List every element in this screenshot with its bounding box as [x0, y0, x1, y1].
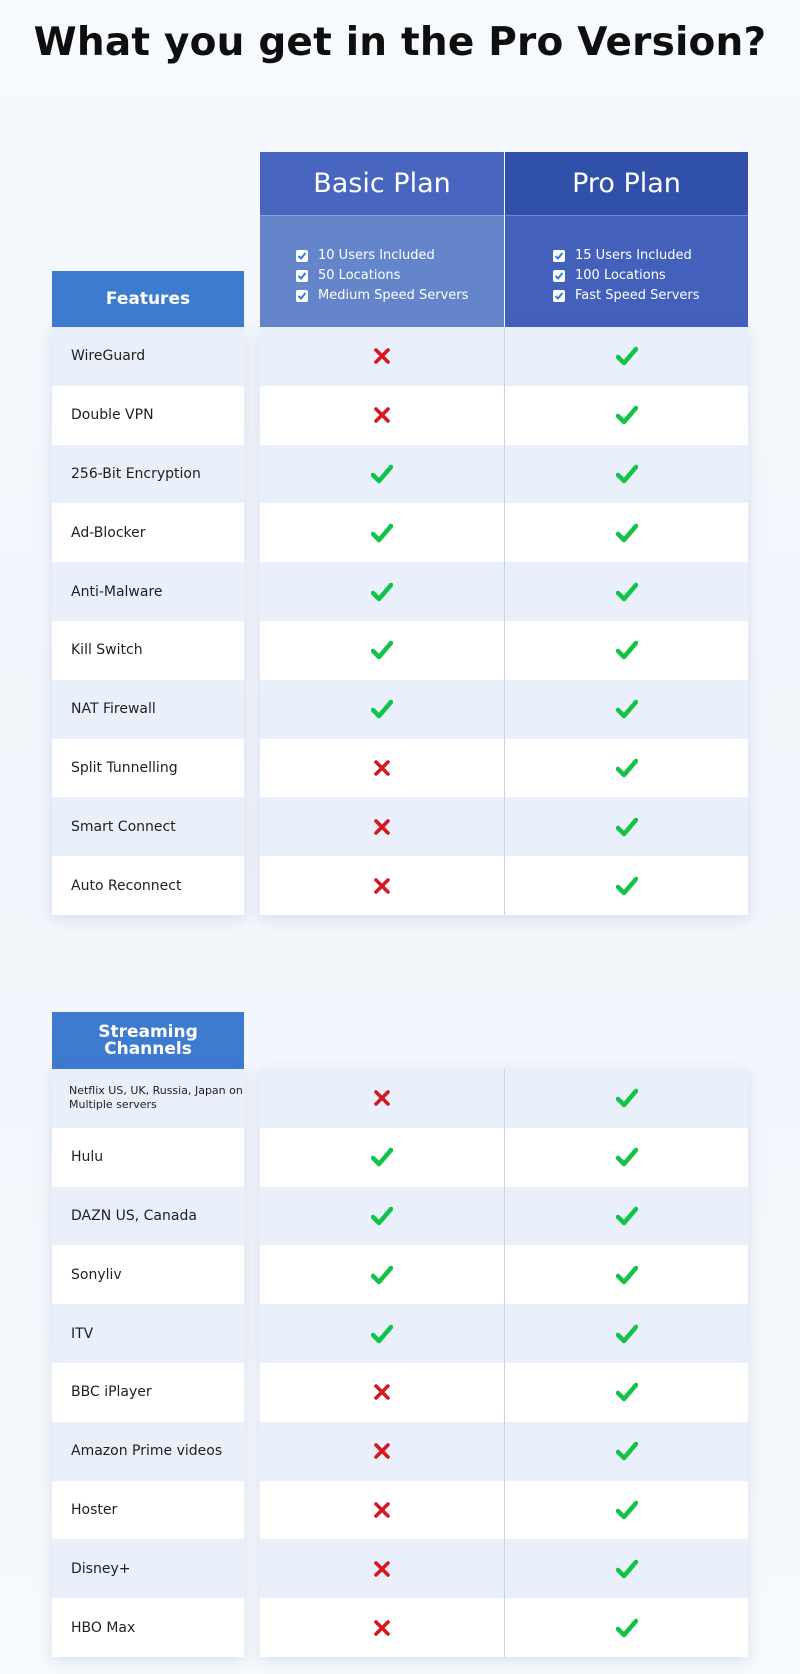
cross-icon: [371, 816, 393, 838]
plan-row: [260, 1481, 748, 1540]
features-header: Features: [52, 271, 244, 327]
basic-plan-bullet: 50 Locations: [296, 266, 504, 286]
plan-row: [260, 1128, 748, 1187]
pro-plan-cell: [504, 503, 748, 562]
basic-plan-cell: [260, 503, 504, 562]
streaming-plan-columns: [260, 1069, 748, 1657]
cross-icon: [371, 345, 393, 367]
features-name-column: [52, 327, 244, 915]
pro-plan-title: Pro Plan: [505, 152, 748, 215]
cross-icon: [371, 404, 393, 426]
pro-plan-cell: [504, 1245, 748, 1304]
check-icon: [616, 1146, 638, 1168]
pro-plan-cell: [504, 1422, 748, 1481]
plan-row: [260, 1539, 748, 1598]
pro-plan-header: [504, 152, 748, 327]
checkbox-icon: [296, 270, 308, 282]
check-icon: [616, 463, 638, 485]
plan-row: [260, 386, 748, 445]
pro-plan-cell: [504, 739, 748, 798]
check-icon: [371, 1146, 393, 1168]
plan-row: [260, 562, 748, 621]
cross-icon: [371, 1381, 393, 1403]
cross-icon: [371, 1440, 393, 1462]
check-icon: [616, 1264, 638, 1286]
feature-row-label: Split Tunnelling: [52, 739, 244, 798]
pro-plan-bullets: [505, 215, 748, 327]
check-icon: [371, 1205, 393, 1227]
pro-plan-cell: [504, 562, 748, 621]
basic-plan-cell: [260, 1422, 504, 1481]
pro-plan-cell: [504, 1069, 748, 1128]
pro-plan-cell: [504, 1481, 748, 1540]
plan-row: [260, 1069, 748, 1128]
plan-row: [260, 680, 748, 739]
basic-plan-cell: [260, 562, 504, 621]
basic-plan-cell: [260, 1128, 504, 1187]
pro-plan-bullet: Fast Speed Servers: [553, 286, 748, 306]
basic-plan-cell: [260, 856, 504, 915]
checkbox-icon: [553, 290, 565, 302]
feature-row-label: Kill Switch: [52, 621, 244, 680]
cross-icon: [371, 875, 393, 897]
basic-plan-cell: [260, 1539, 504, 1598]
basic-plan-cell: [260, 327, 504, 386]
basic-plan-cell: [260, 1481, 504, 1540]
cross-icon: [371, 1558, 393, 1580]
plan-row: [260, 621, 748, 680]
basic-plan-cell: [260, 1187, 504, 1246]
plan-row: [260, 1245, 748, 1304]
basic-plan-cell: [260, 1363, 504, 1422]
pro-plan-bullet: 100 Locations: [553, 266, 748, 286]
plan-row: [260, 739, 748, 798]
pro-plan-cell: [504, 445, 748, 504]
checkbox-icon: [296, 250, 308, 262]
feature-row-label: Hoster: [52, 1481, 244, 1540]
feature-row-label: Amazon Prime videos: [52, 1422, 244, 1481]
check-icon: [616, 1087, 638, 1109]
feature-row-label: Sonyliv: [52, 1245, 244, 1304]
checkbox-icon: [296, 290, 308, 302]
check-icon: [616, 1381, 638, 1403]
pro-plan-bullet: 15 Users Included: [553, 246, 748, 266]
basic-plan-cell: [260, 386, 504, 445]
basic-plan-bullet: Medium Speed Servers: [296, 286, 504, 306]
feature-row-label: Disney+: [52, 1539, 244, 1598]
basic-plan-cell: [260, 1304, 504, 1363]
check-icon: [616, 1205, 638, 1227]
plan-row: [260, 503, 748, 562]
basic-plan-cell: [260, 1245, 504, 1304]
checkbox-icon: [553, 270, 565, 282]
feature-row-label: Double VPN: [52, 386, 244, 445]
cross-icon: [371, 1499, 393, 1521]
streaming-header: Streaming Channels: [52, 1012, 244, 1069]
feature-row-label: Smart Connect: [52, 797, 244, 856]
pro-plan-cell: [504, 680, 748, 739]
basic-plan-cell: [260, 797, 504, 856]
check-icon: [616, 816, 638, 838]
check-icon: [616, 1617, 638, 1639]
basic-plan-title: Basic Plan: [260, 152, 504, 215]
check-icon: [371, 698, 393, 720]
feature-row-label: WireGuard: [52, 327, 244, 386]
check-icon: [616, 404, 638, 426]
check-icon: [616, 698, 638, 720]
check-icon: [616, 522, 638, 544]
cross-icon: [371, 1087, 393, 1109]
pro-plan-cell: [504, 856, 748, 915]
check-icon: [371, 639, 393, 661]
feature-row-label: BBC iPlayer: [52, 1363, 244, 1422]
check-icon: [616, 875, 638, 897]
streaming-name-column: [52, 1069, 244, 1657]
plan-row: [260, 856, 748, 915]
pro-plan-cell: [504, 797, 748, 856]
feature-row-label: ITV: [52, 1304, 244, 1363]
plan-row: [260, 1422, 748, 1481]
check-icon: [371, 581, 393, 603]
check-icon: [371, 463, 393, 485]
basic-plan-cell: [260, 680, 504, 739]
check-icon: [616, 581, 638, 603]
pro-plan-cell: [504, 1363, 748, 1422]
pro-plan-cell: [504, 1128, 748, 1187]
basic-plan-cell: [260, 445, 504, 504]
feature-row-label: 256-Bit Encryption: [52, 445, 244, 504]
basic-plan-cell: [260, 621, 504, 680]
feature-row-label: Auto Reconnect: [52, 856, 244, 915]
check-icon: [371, 522, 393, 544]
pro-plan-cell: [504, 1187, 748, 1246]
basic-plan-cell: [260, 739, 504, 798]
pro-plan-cell: [504, 1598, 748, 1657]
features-plan-columns: [260, 327, 748, 915]
basic-plan-bullet: 10 Users Included: [296, 246, 504, 266]
check-icon: [616, 1440, 638, 1462]
feature-row-label: DAZN US, Canada: [52, 1187, 244, 1246]
feature-row-label: NAT Firewall: [52, 680, 244, 739]
check-icon: [616, 639, 638, 661]
basic-plan-bullets: [260, 215, 504, 327]
pro-plan-cell: [504, 621, 748, 680]
checkbox-icon: [553, 250, 565, 262]
basic-plan-header: [260, 152, 504, 327]
feature-row-label: Anti-Malware: [52, 562, 244, 621]
page-title: What you get in the Pro Version?: [33, 20, 767, 65]
plan-row: [260, 1304, 748, 1363]
plan-row: [260, 1187, 748, 1246]
check-icon: [616, 1499, 638, 1521]
check-icon: [616, 757, 638, 779]
feature-row-label: Hulu: [52, 1128, 244, 1187]
plan-row: [260, 1598, 748, 1657]
plan-row: [260, 327, 748, 386]
cross-icon: [371, 1617, 393, 1639]
check-icon: [616, 1323, 638, 1345]
pro-plan-cell: [504, 327, 748, 386]
check-icon: [616, 345, 638, 367]
feature-row-label: Netflix US, UK, Russia, Japan on Multiple servers: [52, 1069, 244, 1128]
plan-row: [260, 797, 748, 856]
pro-plan-cell: [504, 1304, 748, 1363]
basic-plan-cell: [260, 1598, 504, 1657]
plan-row: [260, 445, 748, 504]
pro-plan-cell: [504, 386, 748, 445]
feature-row-label: HBO Max: [52, 1598, 244, 1657]
check-icon: [616, 1558, 638, 1580]
plan-row: [260, 1363, 748, 1422]
check-icon: [371, 1323, 393, 1345]
pro-plan-cell: [504, 1539, 748, 1598]
cross-icon: [371, 757, 393, 779]
check-icon: [371, 1264, 393, 1286]
feature-row-label: Ad-Blocker: [52, 503, 244, 562]
basic-plan-cell: [260, 1069, 504, 1128]
